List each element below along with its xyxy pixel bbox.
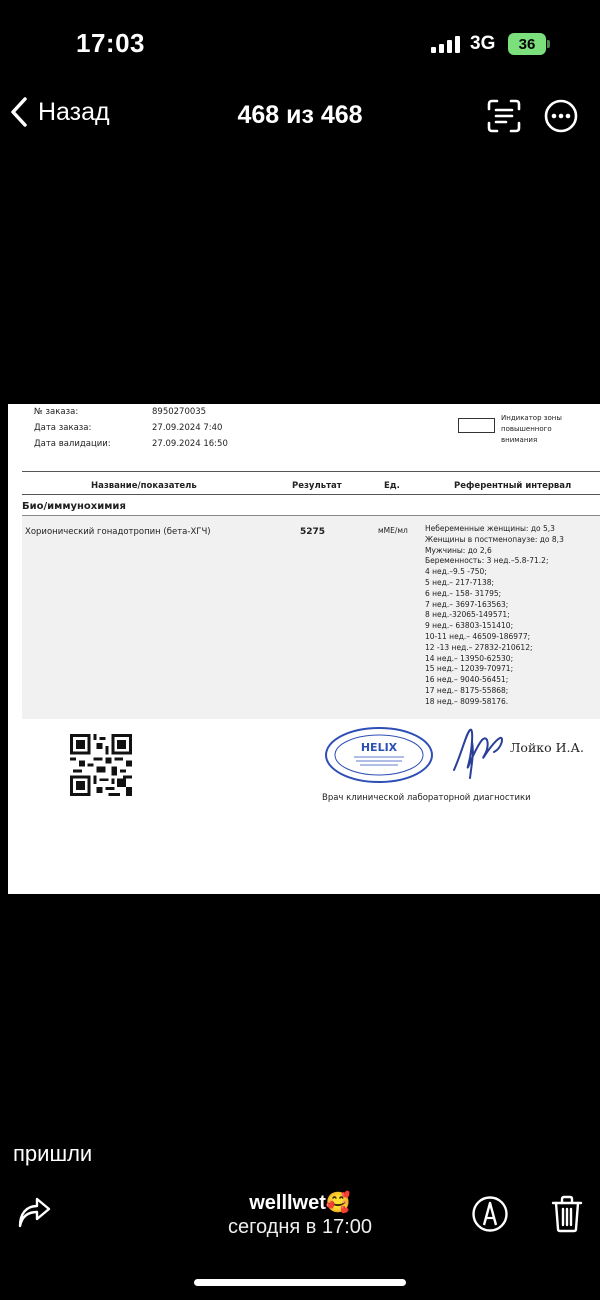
column-header-result: Результат — [292, 481, 342, 491]
order-date-label: Дата заказа: — [34, 423, 92, 433]
doctor-name: Лойко И.А. — [510, 740, 584, 755]
reference-item: 14 нед.– 13950-62530; — [425, 653, 514, 663]
column-header-name: Название/показатель — [91, 481, 197, 491]
indicator-box — [458, 418, 495, 433]
divider — [22, 494, 600, 495]
network-type: 3G — [470, 33, 496, 54]
stamp-icon — [324, 726, 434, 784]
doctor-role: Врач клинической лабораторной диагностики — [322, 793, 531, 803]
stamp-text: HELIX — [360, 741, 398, 754]
reference-item: 12 -13 нед.– 27832-210612; — [425, 642, 533, 652]
divider — [22, 471, 600, 472]
reference-item: 18 нед.– 8099-58176. — [425, 696, 509, 706]
order-number-label: № заказа: — [34, 407, 79, 417]
reference-item: 15 нед.– 12039-70971; — [425, 664, 514, 674]
reference-item: 7 нед.– 3697-163563; — [425, 599, 509, 609]
page-title: 468 из 468 — [237, 101, 363, 129]
home-indicator[interactable] — [194, 1279, 406, 1286]
reference-item: 9 нед.– 63803-151410; — [425, 621, 514, 631]
lab-report-image[interactable] — [8, 404, 600, 894]
reference-item: 16 нед.– 9040-56451; — [425, 675, 509, 685]
column-header-unit: Ед. — [384, 481, 400, 491]
order-number: 8950270035 — [152, 407, 207, 417]
message-caption: пришли — [13, 1141, 93, 1166]
test-result: 5275 — [300, 527, 326, 537]
reference-interval-list — [425, 524, 564, 708]
test-name: Хорионический гонадотропин (бета-ХГЧ) — [25, 527, 211, 537]
markup-pen-icon[interactable] — [471, 1195, 509, 1233]
reference-item: 6 нед.– 158- 31795; — [425, 588, 502, 598]
reference-item: 17 нед.– 8175-55868; — [425, 685, 509, 695]
reference-item: Беременность: 3 нед.–5.8-71.2; — [425, 556, 549, 566]
reference-item: 10-11 нед.– 46509-186977; — [425, 631, 531, 641]
reference-item: 8 нед.-32065-149571; — [425, 610, 510, 620]
status-time: 17:03 — [76, 28, 145, 58]
reference-item: Небеременные женщины: до 5,3 — [425, 524, 555, 533]
more-icon[interactable] — [544, 99, 578, 133]
reference-item: Мужчины: до 2,6 — [425, 545, 492, 555]
test-unit: мМЕ/мл — [378, 526, 408, 535]
validation-date: 27.09.2024 16:50 — [152, 439, 228, 449]
trash-icon[interactable] — [551, 1195, 583, 1233]
reference-item: 5 нед.– 217-7138; — [425, 577, 495, 587]
indicator-text: Индикатор зоны повышенного внимания — [501, 414, 562, 444]
battery-icon — [508, 33, 546, 55]
back-label: Назад — [38, 97, 110, 126]
reference-item: Женщины в постменопаузе: до 8,3 — [425, 534, 564, 544]
qr-code-icon — [70, 734, 132, 796]
signature-icon — [448, 722, 508, 784]
validation-date-label: Дата валидации: — [34, 439, 111, 449]
order-date: 27.09.2024 7:40 — [152, 423, 223, 433]
battery-level: 36 — [518, 35, 536, 53]
text-scan-icon[interactable] — [486, 98, 522, 134]
reference-item: 4 нед.–9.5 -750; — [425, 567, 487, 577]
sender-name: welllwet🥰 — [249, 1192, 351, 1214]
signal-icon — [431, 36, 461, 53]
sent-time: сегодня в 17:00 — [228, 1216, 372, 1238]
section-title: Био/иммунохимия — [22, 501, 126, 512]
column-header-reference: Референтный интервал — [454, 481, 572, 491]
